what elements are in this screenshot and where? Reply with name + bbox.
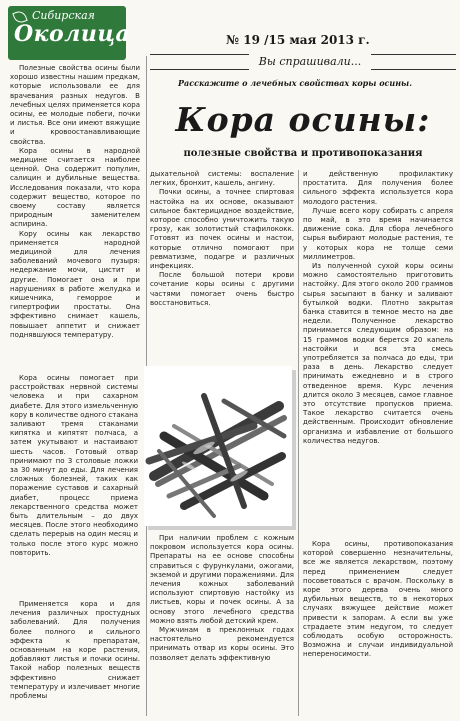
paragraph: Кора осины, противопоказания которой совершенно незначительны, все же является лекарством, поэтому перед применением следует посоветоваться с врачом. Поскольку в коре этого дерева очень много дубильных веществ, то в некоторых случаях вяжущее действие может привести к запорам. А если вы уже страдаете этим недугом, то следует соблюдать особую осторожность. Возможна и случаи индивидуальной непереносимости.	[303, 540, 453, 659]
logo-line-2: Околица	[14, 21, 131, 47]
logo-line-1: Сибирская	[32, 9, 95, 22]
paragraph: Из полученной сухой коры осины можно самостоятельно приготовить настойку. Для этого около 200 граммов сырья засыпают в банку и заливают бутылкой водки. Плотно закрытая банка ставится в темное место на две недели. Полученное лекарство принимается следующим образом: на 15 граммов водки берется 20 капель настойки и вся эта смесь употребляется за полчаса до еды, три раза в день. Лекарство следует принимать ежедневно и в строго отведенное время. Курс лечения длится около 3 месяцев, самое главное это отсутствие пропусков приема. Такое лекарство считается очень действенным. Происходит обновление организма и избавление от большого количества недугов.	[303, 262, 453, 445]
aspen-bark-photo	[144, 366, 292, 526]
issue-number-date: № 19 /15 мая 2013 г.	[226, 33, 370, 47]
paragraph: После большой потери крови сочетание коры осины с другими частями помогает очень быстро восстановиться.	[150, 271, 294, 307]
paragraph: Лучше всего кору собирать с апреля по май, в это время начинается движение сока. Для сбора лечебного сырья выбирают молодые растения, те у которых кора не толще семи миллиметров.	[303, 206, 453, 261]
column-2-top	[150, 170, 294, 360]
column-2-bottom	[150, 534, 294, 718]
paragraph: При наличии проблем с кожным покровом используется кора осины. Препараты на ее основе способны справиться с фурункулами, ожогами, экземой и другими поражениями. Для лечения кожных заболеваний используют спиртовую настойку из листьев, коры и почек осины. А за основу этого лечебного средства можно взять любой детский крем.	[150, 534, 294, 625]
column-1-top	[10, 64, 140, 370]
rubric-label: Вы спрашивали...	[249, 54, 371, 70]
column-3-top	[303, 170, 453, 532]
newspaper-logo	[8, 6, 131, 60]
paragraph: Полезные свойства осины были хорошо известны нашим предкам, которые использовали ее для врачевания разных недугов. В лечебных целях применяется кора осины, ее молодые побеги, почки и листья. Все они имеют вяжущие и кровоостанавливающие свойства.	[10, 64, 140, 146]
bark-image-icon	[144, 366, 292, 526]
column-1-wrap	[10, 374, 138, 594]
column-3-bottom	[303, 540, 453, 718]
article-title: Кора осины:	[175, 100, 431, 139]
reader-question: Расскажите о лечебных свойствах коры осины.	[178, 78, 412, 88]
paragraph: Мужчинам в преклонных годах настоятельно рекомендуется принимать отвар из коры осины. Это позволяет делать эффективную	[150, 626, 294, 662]
paragraph: Применяется кора и для лечения различных простудных заболеваний. Для получения более полного и сильного эффекта к препаратам, основанным на коре растения, добавляют листья и почки осины. Такой набор полезных веществ эффективно снижает температуру и излечивает многие проблемы	[10, 600, 140, 701]
paragraph: дыхательной системы: воспаление легких, бронхит, кашель, ангину.	[150, 170, 294, 188]
paragraph: и действенную профилактику простатита. Для получения более сильного эффекта используется кора молодого растения.	[303, 170, 453, 206]
article-subtitle: полезные свойства и противопоказания	[183, 148, 423, 159]
paragraph: Почки осины, а точнее спиртовая настойка на их основе, оказывают сильное бактерицидное воздействие, которое способно уничтожить такую грозу, как золотистый стафилококк. Готовят из почек осины и настои, которые отлично помогают при ревматизме, подагре и различных инфекциях.	[150, 188, 294, 271]
paragraph: Кора осины в народной медицине считается наиболее ценной. Она содержит популин, салицин и дубильные вещества. Исследования показали, что кора содержит вещество, которое по своему составу является природным заменителем аспирина.	[10, 146, 140, 229]
paragraph: Кору осины как лекарство применяется народной медициной для лечения заболеваний мочевого пузыря: недержание мочи, цистит и другие. Помогает она и при нарушениях в работе желудка и кишечника, геморрое и гипертрофии простаты. Она эффективно снимает кашель, повышает аппетит и снижает поднявшуюся температуру.	[10, 229, 140, 339]
column-divider-2	[298, 170, 299, 716]
column-1-bottom	[10, 600, 140, 718]
paragraph: Кора осины помогает при расстройствах нервной системы человека и при сахарном диабете. Для этого измельченную кору в количестве одного стакана заливают тремя стаканами кипятка и кипятят полчаса, а затем укутывают и настаивают шесть часов. Готовый отвар принимают по 3 столовые ложки за 30 минут до еды. Для лечения сложных болезней, таких как поражение суставов и сахарный диабет, процесс приема лекарственного средства может быть длительным – до двух месяцев. После этого необходимо сделать перерыв на один месяц и только после этого курс можно повторить.	[10, 374, 138, 557]
